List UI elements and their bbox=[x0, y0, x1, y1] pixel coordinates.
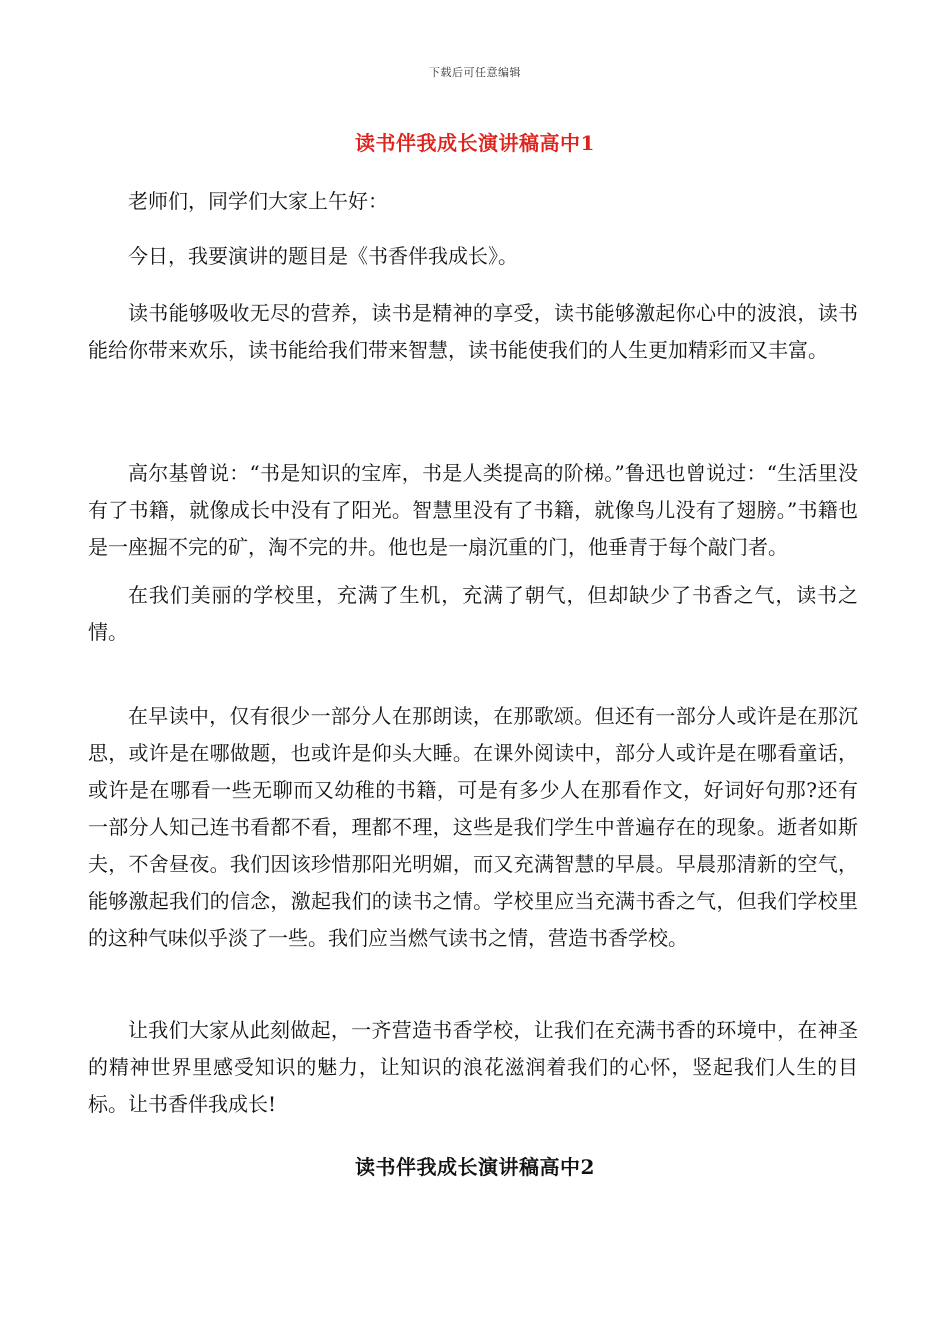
paragraph-4: 高尔基曾说：“书是知识的宝库，书是人类提高的阶梯。”鲁迅也曾说过：“生活里没有了书籍，就像成长中没有了阳光。智慧里没有了书籍，就像鸟儿没有了翅膀。”书籍也是一座掘不完的矿，淘不完的井。他也是一扇沉重的门，他垂青于每个敲门者。 bbox=[88, 461, 858, 559]
title-2: 读书伴我成长演讲稿高中2 bbox=[355, 1155, 595, 1179]
header-note: 下载后可任意编辑 bbox=[429, 66, 521, 79]
paragraph-5: 在我们美丽的学校里，充满了生机，充满了朝气，但却缺少了书香之气，读书之情。 bbox=[88, 583, 858, 644]
paragraph-3: 读书能够吸收无尽的营养，读书是精神的享受，读书能够激起你心中的波浪，读书能给你带来欢乐，读书能给我们带来智慧，读书能使我们的人生更加精彩而又丰富。 bbox=[88, 301, 858, 362]
paragraph-7: 让我们大家从此刻做起，一齐营造书香学校，让我们在充满书香的环境中，在神圣的精神世界里感受知识的魅力，让知识的浪花滋润着我们的心怀，竖起我们人生的目标。让书香伴我成长! bbox=[88, 1018, 858, 1116]
paragraph-2: 今日，我要演讲的题目是《书香伴我成长》。 bbox=[128, 244, 518, 268]
paragraph-6: 在早读中，仅有很少一部分人在那朗读，在那歌颂。但还有一部分人或许是在那沉思，或许是在哪做题，也或许是仰头大睡。在课外阅读中，部分人或许是在哪看童话，或许是在哪看一些无聊而又幼稚的书籍，可是有多少人在那看作文，好词好句那?还有一部分人知己连书看都不看，理都不理，这些是我们学生中普遍存在的现象。逝者如斯夫，不舍昼夜。我们因该珍惜那阳光明媚，而又充满智慧的早晨。早晨那清新的空气，能够激起我们的信念，激起我们的读书之情。学校里应当充满书香之气，但我们学校里的这种气味似乎淡了一些。我们应当燃气读书之情，营造书香学校。 bbox=[88, 704, 858, 950]
title-1: 读书伴我成长演讲稿高中1 bbox=[355, 131, 595, 155]
paragraph-1: 老师们，同学们大家上午好： bbox=[128, 189, 388, 213]
